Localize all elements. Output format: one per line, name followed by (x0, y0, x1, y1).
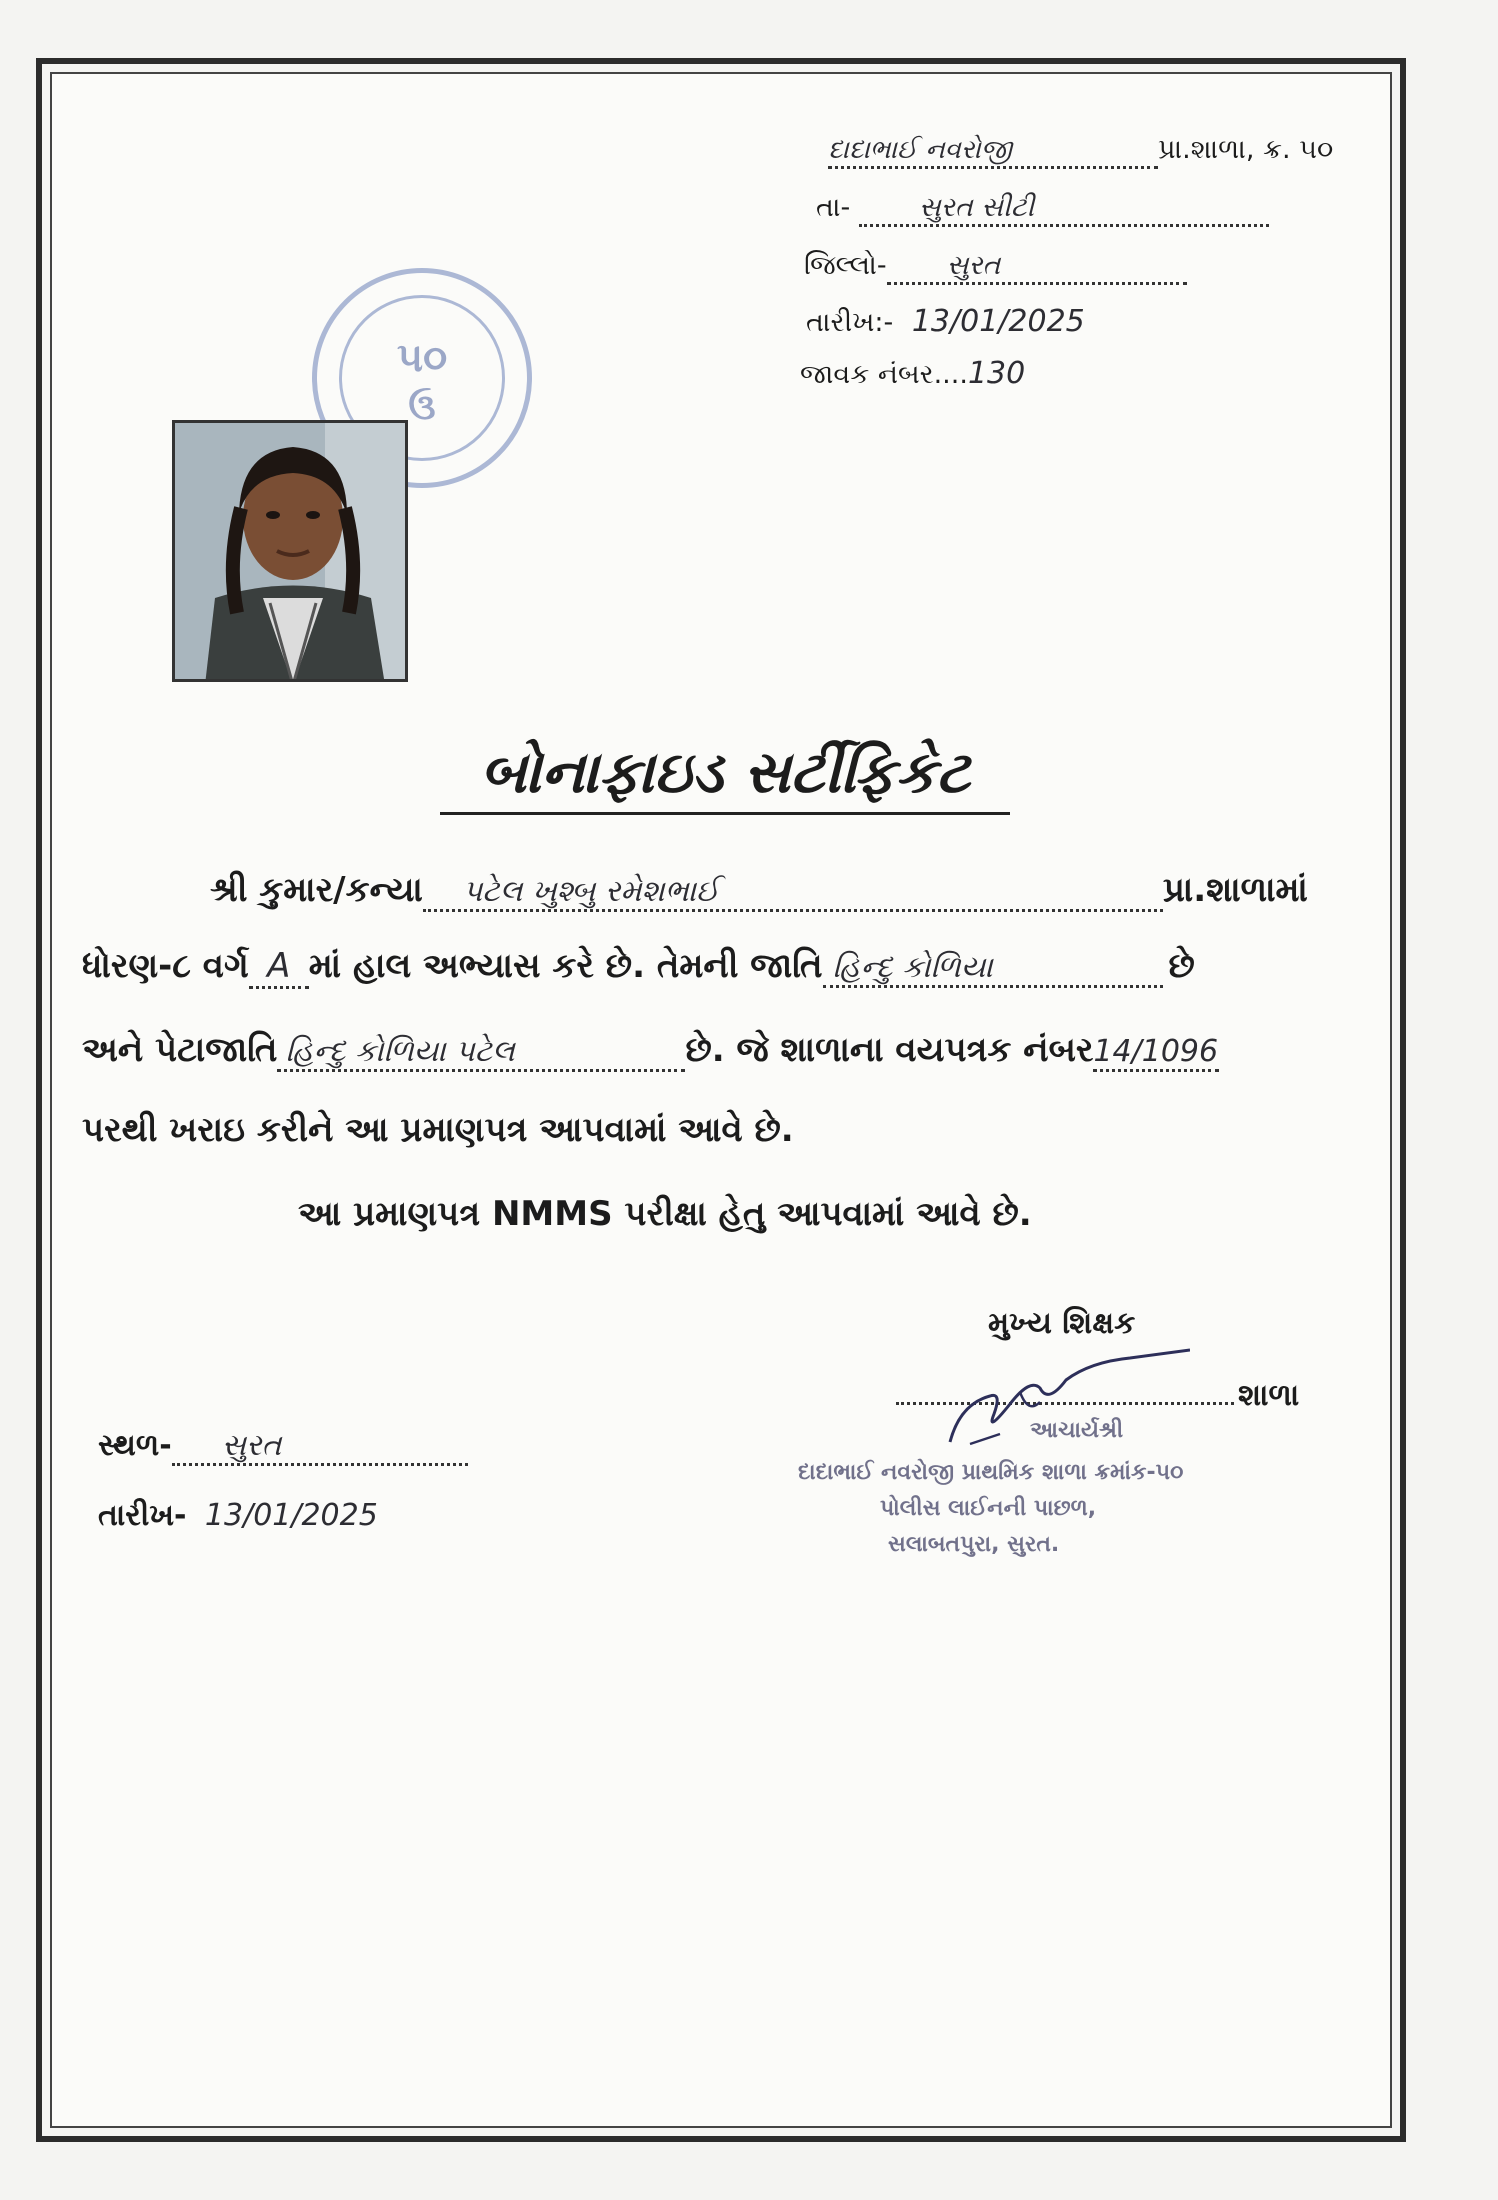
signature-role: મુખ્ય શિક્ષક (988, 1306, 1136, 1341)
district-value: સુરત (887, 250, 1187, 285)
footer-date-line (98, 1498, 378, 1533)
body-line-3 (82, 1030, 1219, 1072)
exam-name: NMMS (491, 1194, 613, 1234)
school-name-line (828, 134, 1333, 169)
date-label: તારીખ:- (806, 307, 894, 338)
line2-suffix: છે (1168, 946, 1195, 986)
line5-prefix: આ પ્રમાણપત્ર (298, 1194, 481, 1234)
school-suffix: પ્રા.શાળા, ક્ર. ૫૦ (1158, 134, 1334, 165)
register-number: 14/1096 (1093, 1034, 1219, 1072)
footer-date-label: તારીખ- (98, 1498, 187, 1533)
seal-number: ૫૦ (396, 335, 448, 381)
line3-prefix: અને પેટાજાતિ (82, 1030, 278, 1070)
sub-caste: હિન્દુ કોળિયા પટેલ (277, 1034, 685, 1072)
district-line (804, 250, 1187, 285)
line1-suffix: પ્રા.શાળામાં (1162, 870, 1308, 910)
student-photo-illustration (175, 423, 408, 682)
inward-value: 130 (967, 356, 1026, 391)
certificate-title: બોનાફાઇડ સર્ટીફિકેટ (440, 738, 1010, 815)
line3-mid: છે. જે શાળાના વયપત્રક નંબર (685, 1030, 1094, 1070)
taluka-label: તા- (816, 192, 851, 223)
seal-principal: આચાર્યશ્રી (1030, 1418, 1124, 1443)
line5-suffix: પરીક્ષા હેતુ આપવામાં આવે છે. (624, 1194, 1032, 1234)
place-label: સ્થળ- (98, 1428, 172, 1463)
body-line-1 (210, 870, 1308, 912)
division: A (249, 946, 309, 989)
student-photo (172, 420, 408, 682)
inward-line (800, 356, 1025, 391)
district-label: જિલ્લો- (804, 250, 887, 281)
student-name: પટેલ ખુશ્બુ રમેશભાઈ (423, 874, 1163, 912)
seal-letter: ઉ (408, 387, 436, 428)
date-value: 13/01/2025 (911, 304, 1085, 339)
school-name: દાદાભાઈ નવરોજી (828, 135, 1158, 169)
line2-mid: માં હાલ અભ્યાસ કરે છે. તેમની જાતિ (308, 946, 823, 986)
certificate-page (50, 72, 1392, 2128)
line1-prefix: શ્રી કુમાર/કન્યા (210, 870, 423, 910)
place-line (98, 1428, 468, 1466)
seal-address-2: સલાબતપુરા, સુરત. (888, 1532, 1060, 1557)
body-line-2 (82, 946, 1195, 989)
place-value: સુરત (172, 1428, 468, 1466)
inward-label: જાવક નંબર.... (800, 359, 968, 390)
caste: હિન્દુ કોળિયા (823, 950, 1163, 988)
taluka-value: સુરત સીટી (859, 192, 1269, 227)
body-line-4: પરથી ખરાઇ કરીને આ પ્રમાણપત્ર આપવામાં આવે છે. (82, 1110, 794, 1150)
taluka-line (816, 192, 1269, 227)
body-line-5 (298, 1194, 1032, 1234)
signature-school-word: શાળા (1238, 1378, 1300, 1413)
seal-address-1: પોલીસ લાઈનની પાછળ, (880, 1496, 1097, 1521)
seal-school-full-name: દાદાભાઈ નવરોજી પ્રાથમિક શાળા ક્રમાંક-૫૦ (798, 1460, 1184, 1485)
line2-prefix: ધોરણ-૮ વર્ગ (82, 946, 249, 986)
date-line (806, 304, 1085, 339)
footer-date-value: 13/01/2025 (204, 1498, 378, 1533)
